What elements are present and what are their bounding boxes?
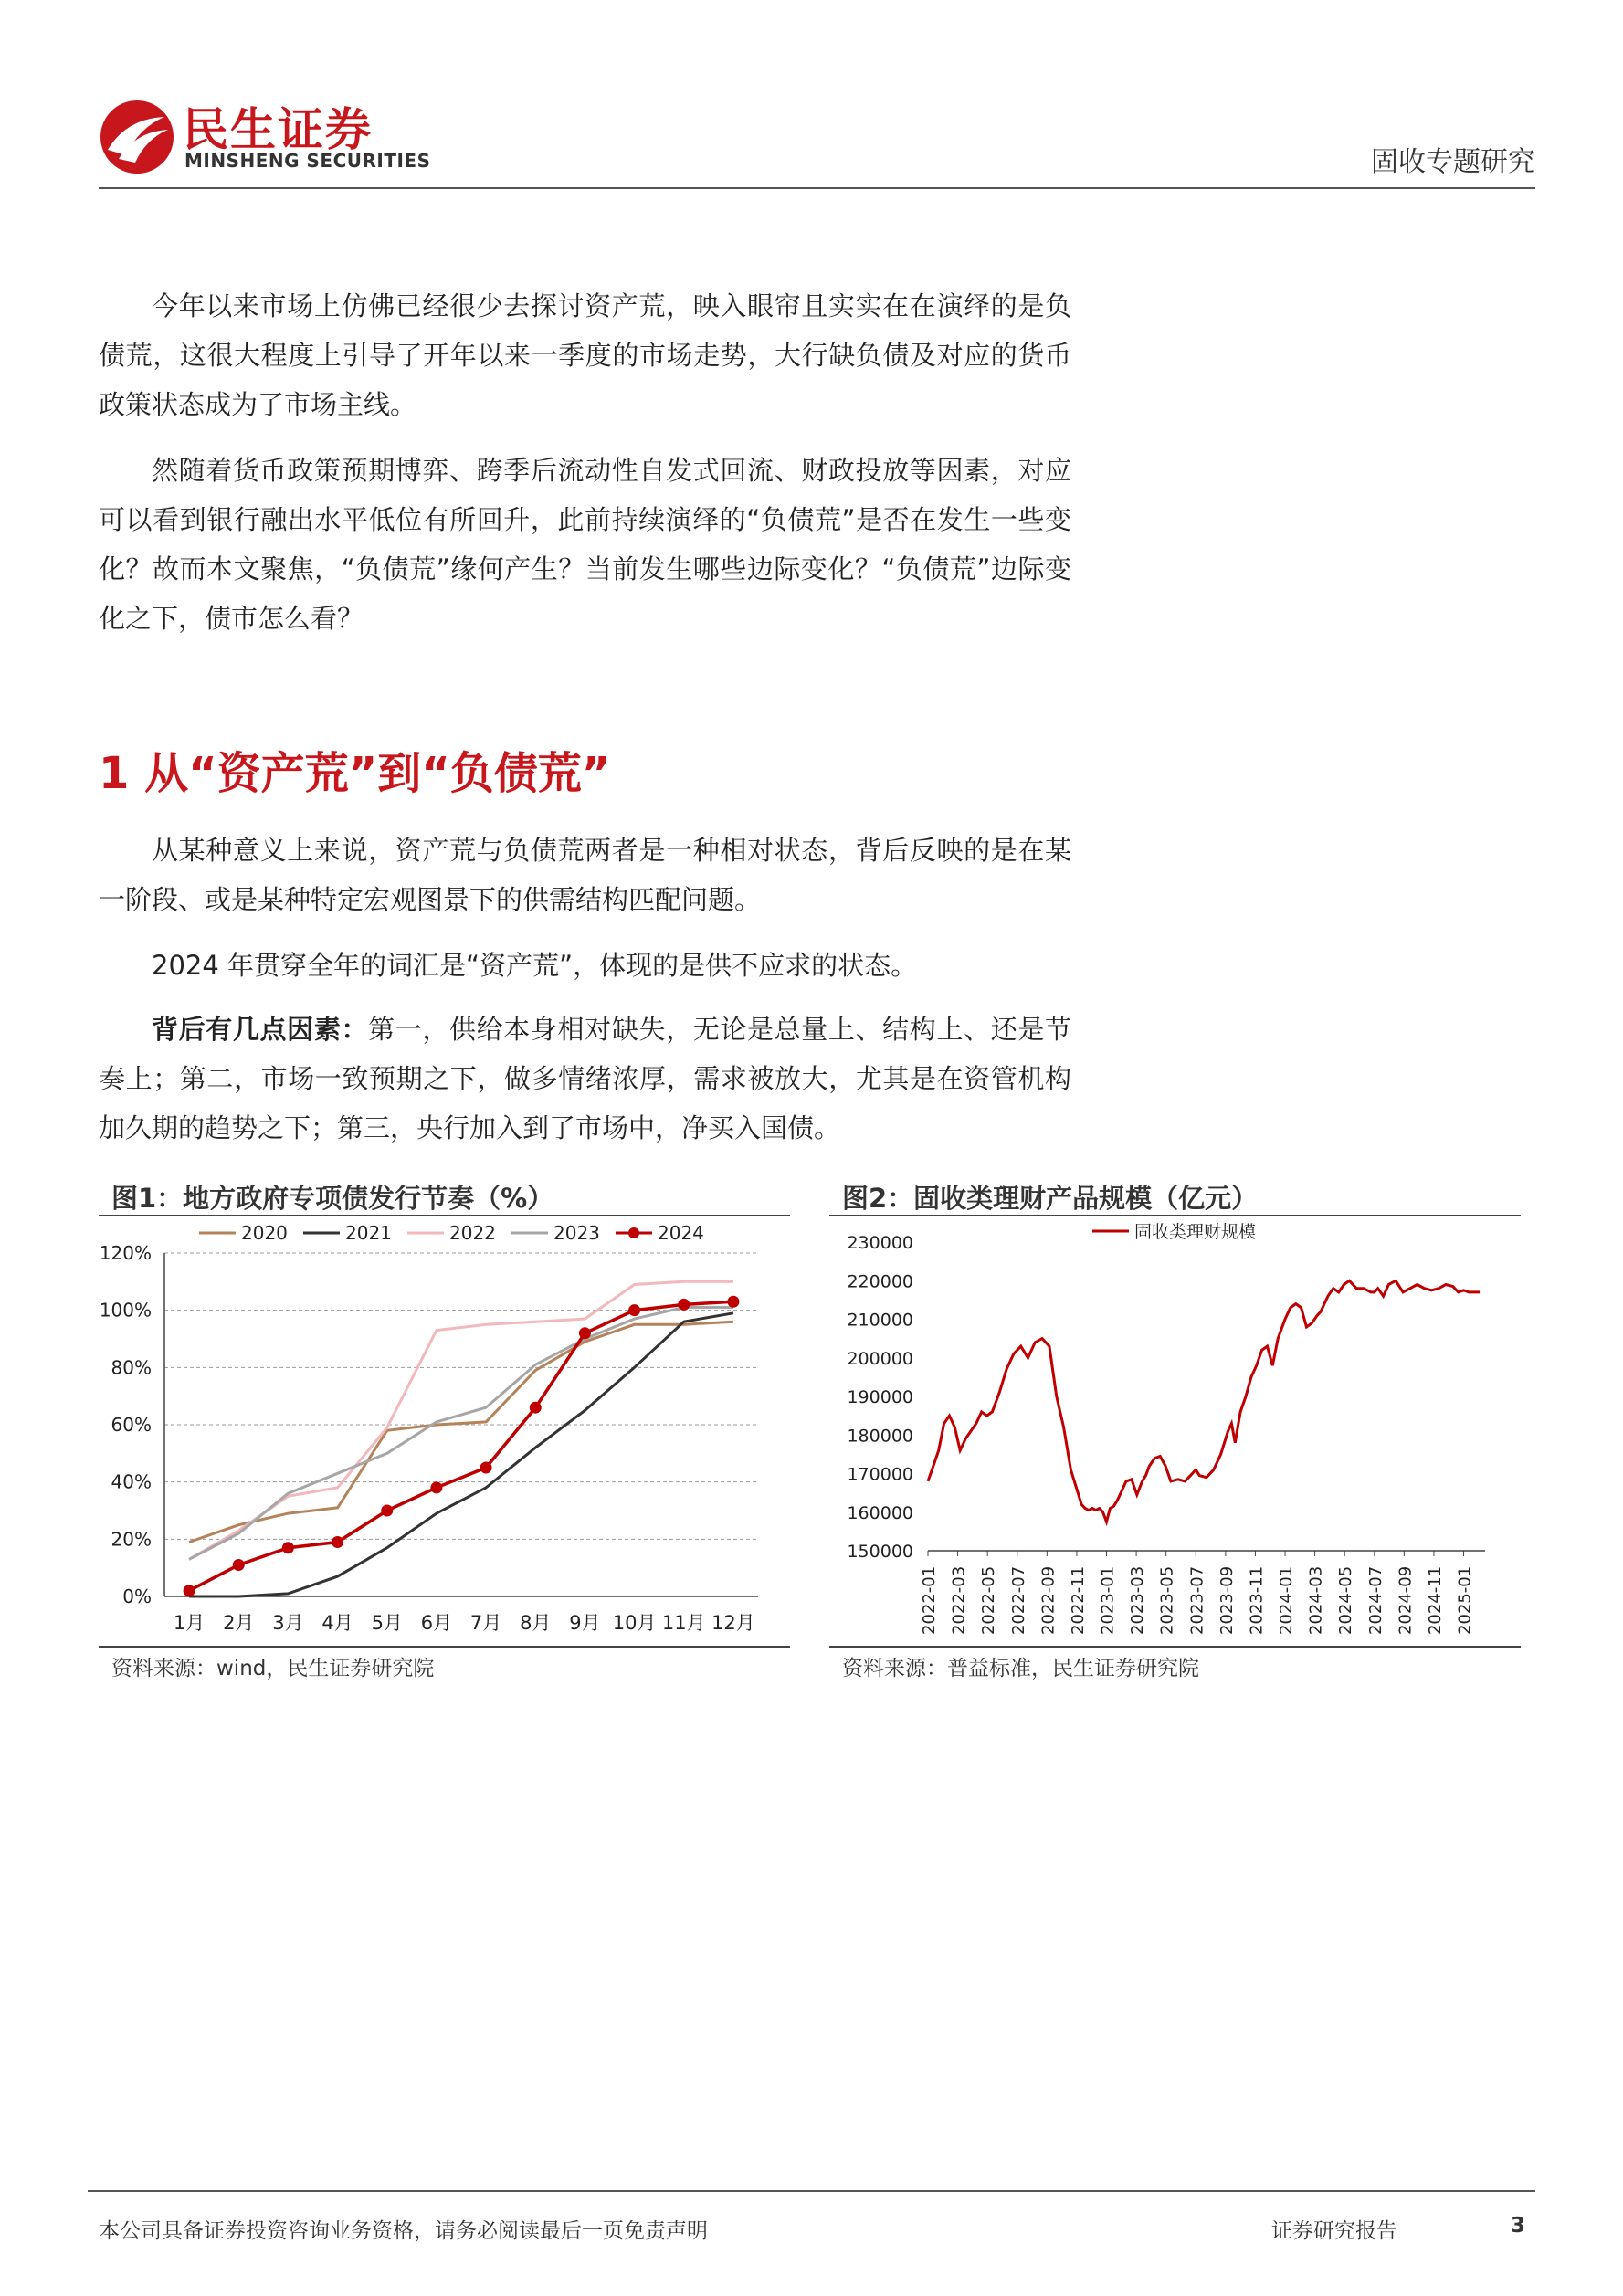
- section-tag: 固收专题研究: [1371, 146, 1535, 178]
- factors-text: 第一，供给本身相对缺失，无论是总量上、结构上、还是节奏上；第二，市场一致预期之下，做多情绪浓厚，需求被放大，尤其是在资管机构加久期的趋势之下；第三，央行加入到了市场中，净买入国债。: [99, 1014, 1071, 1143]
- legend-label-2022: 2022: [449, 1222, 496, 1244]
- data-point-2024: [579, 1327, 591, 1339]
- x-tick-label: 11月: [661, 1612, 706, 1634]
- x-tick-label: 2023-09: [1217, 1565, 1237, 1635]
- intro-paragraph-2: 然随着货币政策预期博弈、跨季后流动性自发式回流、财政投放等因素，对应可以看到银行融出水平低位有所回升，此前持续演绎的“负债荒”是否在发生一些变化？故而本文聚焦，“负债荒”缘何产生？当前发生哪些边际变化？“负债荒”边际变化之下，债市怎么看？: [99, 455, 1071, 634]
- x-tick-label: 2023-05: [1157, 1565, 1177, 1635]
- y-tick-label: 150000: [847, 1542, 913, 1562]
- y-tick-label: 80%: [111, 1356, 152, 1379]
- y-tick-label: 200000: [847, 1348, 913, 1369]
- legend-label-2024: 2024: [658, 1222, 704, 1244]
- figure-1-title: 图1：地方政府专项债发行节奏（%）: [111, 1183, 554, 1214]
- footer-disclaimer: 本公司具备证券投资咨询业务资格，请务必阅读最后一页免责声明: [99, 2219, 708, 2243]
- data-point-2024: [430, 1481, 442, 1493]
- y-tick-label: 20%: [111, 1528, 152, 1551]
- data-point-2024: [184, 1585, 195, 1596]
- section-paragraph-3: [99, 1005, 1071, 1153]
- x-tick-label: 2月: [223, 1612, 255, 1634]
- figure-2-bottom-rule: [829, 1646, 1521, 1648]
- figure-2-chart: [829, 1216, 1521, 1646]
- x-tick-label: 2023-07: [1187, 1565, 1207, 1635]
- figure-2-title: 图2：固收类理财产品规模（亿元）: [842, 1183, 1259, 1214]
- figure-1-bottom-rule: [99, 1646, 790, 1648]
- y-tick-label: 0%: [122, 1585, 152, 1607]
- x-tick-label: 2025-01: [1455, 1565, 1475, 1635]
- y-tick-label: 160000: [847, 1502, 913, 1523]
- y-tick-label: 60%: [111, 1414, 152, 1436]
- y-tick-label: 230000: [847, 1233, 913, 1253]
- y-tick-label: 120%: [99, 1242, 152, 1264]
- x-tick-label: 3月: [272, 1612, 304, 1634]
- y-tick-label: 100%: [99, 1299, 152, 1322]
- x-tick-label: 2023-11: [1247, 1565, 1267, 1635]
- data-point-2024: [381, 1505, 393, 1517]
- data-point-2024: [282, 1542, 294, 1553]
- x-tick-label: 2023-03: [1128, 1565, 1148, 1635]
- figure-1-source: 资料来源：wind，民生证券研究院: [111, 1657, 435, 1680]
- section-paragraph-2: 2024 年贯穿全年的词汇是“资产荒”，体现的是供不应求的状态。: [152, 950, 918, 981]
- section-heading: 1 从“资产荒”到“负债荒”: [99, 748, 611, 799]
- x-tick-label: 2022-07: [1008, 1565, 1028, 1635]
- section-paragraph-1: 从某种意义上来说，资产荒与负债荒两者是一种相对状态，背后反映的是在某一阶段、或是某种特定宏观图景下的供需结构匹配问题。: [99, 835, 1071, 915]
- y-tick-label: 180000: [847, 1426, 913, 1447]
- series-line-2024: [189, 1301, 733, 1590]
- x-tick-label: 8月: [520, 1612, 552, 1634]
- x-tick-label: 10月: [612, 1612, 657, 1634]
- x-tick-label: 2024-01: [1277, 1565, 1297, 1635]
- x-tick-label: 2022-01: [920, 1565, 939, 1635]
- legend-label-aum: 固收类理财规模: [1134, 1222, 1257, 1242]
- x-tick-label: 2022-05: [979, 1565, 999, 1635]
- legend-marker-2024: [628, 1227, 639, 1238]
- data-point-2024: [233, 1559, 245, 1571]
- y-tick-label: 170000: [847, 1464, 913, 1485]
- x-tick-label: 2022-11: [1068, 1565, 1088, 1635]
- x-tick-label: 2024-11: [1425, 1565, 1445, 1635]
- data-point-2024: [332, 1536, 343, 1548]
- x-tick-label: 2024-09: [1396, 1565, 1416, 1635]
- figure-2-source: 资料来源：普益标准，民生证券研究院: [842, 1657, 1199, 1680]
- intro-paragraph-1: 今年以来市场上仿佛已经很少去探讨资产荒，映入眼帘且实实在在演绎的是负债荒，这很大程度上引导了开年以来一季度的市场走势，大行缺负债及对应的货币政策状态成为了市场主线。: [99, 290, 1071, 420]
- x-tick-label: 9月: [569, 1612, 601, 1634]
- x-tick-label: 7月: [469, 1612, 502, 1634]
- x-tick-label: 4月: [321, 1612, 353, 1634]
- factors-lead: 背后有几点因素：: [152, 1014, 369, 1045]
- data-point-2024: [480, 1462, 492, 1474]
- data-point-2024: [628, 1304, 640, 1316]
- brand-name-en: MINSHENG SECURITIES: [184, 150, 431, 172]
- legend-label-2020: 2020: [241, 1222, 288, 1244]
- x-tick-label: 2023-01: [1098, 1565, 1118, 1635]
- x-tick-label: 5月: [371, 1612, 403, 1634]
- page-number: 3: [1511, 2214, 1526, 2238]
- legend-label-2021: 2021: [345, 1222, 392, 1244]
- header-divider: [99, 187, 1535, 189]
- x-tick-label: 12月: [711, 1612, 755, 1634]
- x-tick-label: 2024-07: [1365, 1565, 1386, 1635]
- y-tick-label: 40%: [111, 1470, 152, 1493]
- x-tick-label: 2022-03: [949, 1565, 969, 1635]
- minsheng-logo-icon: [99, 99, 175, 175]
- footer-divider: [88, 2190, 1535, 2192]
- series-line-2023: [189, 1308, 733, 1560]
- brand-logo: [99, 91, 431, 183]
- data-point-2024: [530, 1402, 542, 1414]
- x-tick-label: 6月: [420, 1612, 453, 1634]
- series-line-aum: [928, 1280, 1480, 1522]
- x-tick-label: 1月: [173, 1612, 206, 1634]
- figure-1-chart: [99, 1216, 790, 1646]
- data-point-2024: [678, 1299, 690, 1311]
- y-tick-label: 220000: [847, 1271, 913, 1292]
- x-tick-label: 2022-09: [1038, 1565, 1059, 1635]
- x-tick-label: 2024-03: [1306, 1565, 1326, 1635]
- y-tick-label: 190000: [847, 1387, 913, 1407]
- x-tick-label: 2024-05: [1336, 1565, 1356, 1635]
- footer-report-type: 证券研究报告: [1271, 2219, 1397, 2243]
- legend-label-2023: 2023: [553, 1222, 600, 1244]
- y-tick-label: 210000: [847, 1310, 913, 1331]
- brand-name-cn: 民生证券: [183, 103, 373, 156]
- data-point-2024: [727, 1296, 739, 1308]
